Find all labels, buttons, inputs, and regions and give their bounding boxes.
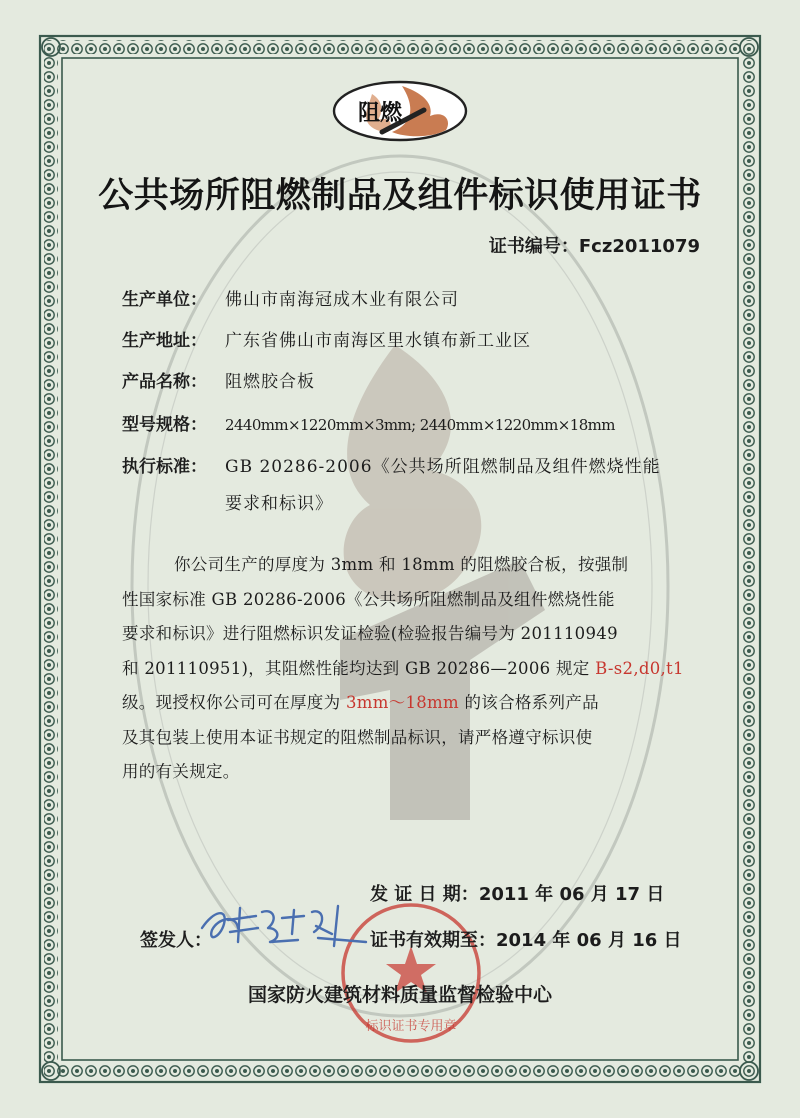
model-label: 型号规格：: [122, 415, 207, 435]
manufacturer-field: [122, 288, 695, 312]
manufacturer-label: 生产单位：: [122, 290, 207, 310]
handwritten-signature: [198, 898, 368, 954]
valid-until-row: [370, 926, 682, 952]
body-line-2: 性国家标准 GB 20286-2006《公共场所阻燃制品及组件燃烧性能: [122, 589, 615, 609]
body-line-4-text: 和 201110951)，其阻燃性能均达到 GB 20286—2006 规定: [122, 658, 596, 678]
model-field: [122, 413, 695, 437]
product-field: [122, 370, 695, 394]
model-value: 2440mm×1220mm×3mm; 2440mm×1220mm×18mm: [225, 416, 615, 434]
body-line-5-end: 的该合格系列产品: [458, 693, 599, 712]
certificate-body: [122, 548, 702, 790]
body-line-7: 用的有关规定。: [122, 762, 240, 781]
standard-line-1: GB 20286-2006《公共场所阻燃制品及组件燃烧性能: [225, 457, 661, 477]
certificate-title: 公共场所阻燃制品及组件标识使用证书: [98, 176, 702, 216]
thickness-range: 3mm～18mm: [345, 693, 459, 712]
fire-rating-grade: B-s2,d0,t1: [595, 658, 684, 678]
issue-date-label: 发 证 日 期：: [370, 884, 479, 905]
standard-value: [225, 455, 695, 516]
valid-until-value: 2014 年 06 月 16 日: [496, 930, 682, 951]
seal-text: 标识证书专用章: [365, 1019, 457, 1034]
address-value: 广东省佛山市南海区里水镇布新工业区: [225, 331, 531, 351]
body-line-1: 你公司生产的厚度为 3mm 和 18mm 的阻燃胶合板，按强制: [174, 555, 629, 574]
product-label: 产品名称：: [122, 372, 207, 392]
signer-label: 签发人：: [140, 930, 212, 951]
manufacturer-value: 佛山市南海冠成木业有限公司: [225, 290, 459, 310]
issuing-authority: 国家防火建筑材料质量监督检验中心: [247, 984, 552, 1006]
body-line-5-start: 级。现授权你公司可在厚度为: [122, 693, 346, 712]
product-value: 阻燃胶合板: [225, 372, 315, 392]
standard-line-2: 要求和标识》: [225, 494, 333, 514]
address-field: [122, 329, 695, 353]
logo-text: 阻燃: [358, 101, 403, 126]
body-line-4: [122, 652, 702, 687]
standard-field: [122, 455, 695, 516]
issue-date-value: 2011 年 06 月 17 日: [478, 884, 665, 905]
body-line-5: [122, 686, 702, 721]
certificate-number-value: Fcz2011079: [578, 236, 700, 257]
address-label: 生产地址：: [122, 331, 207, 351]
body-line-3: 要求和标识》进行阻燃标识发证检验(检验报告编号为 201110949: [122, 624, 618, 643]
valid-until-label: 证书有效期至：: [370, 930, 496, 951]
standard-label: 执行标准：: [122, 457, 207, 477]
body-line-6: 及其包装上使用本证书规定的阻燃制品标识，请严格遵守标识使: [122, 727, 593, 747]
flame-retardant-logo-icon: [332, 80, 468, 142]
certificate-number: [489, 232, 700, 258]
certificate-number-label: 证书编号：: [488, 236, 579, 257]
